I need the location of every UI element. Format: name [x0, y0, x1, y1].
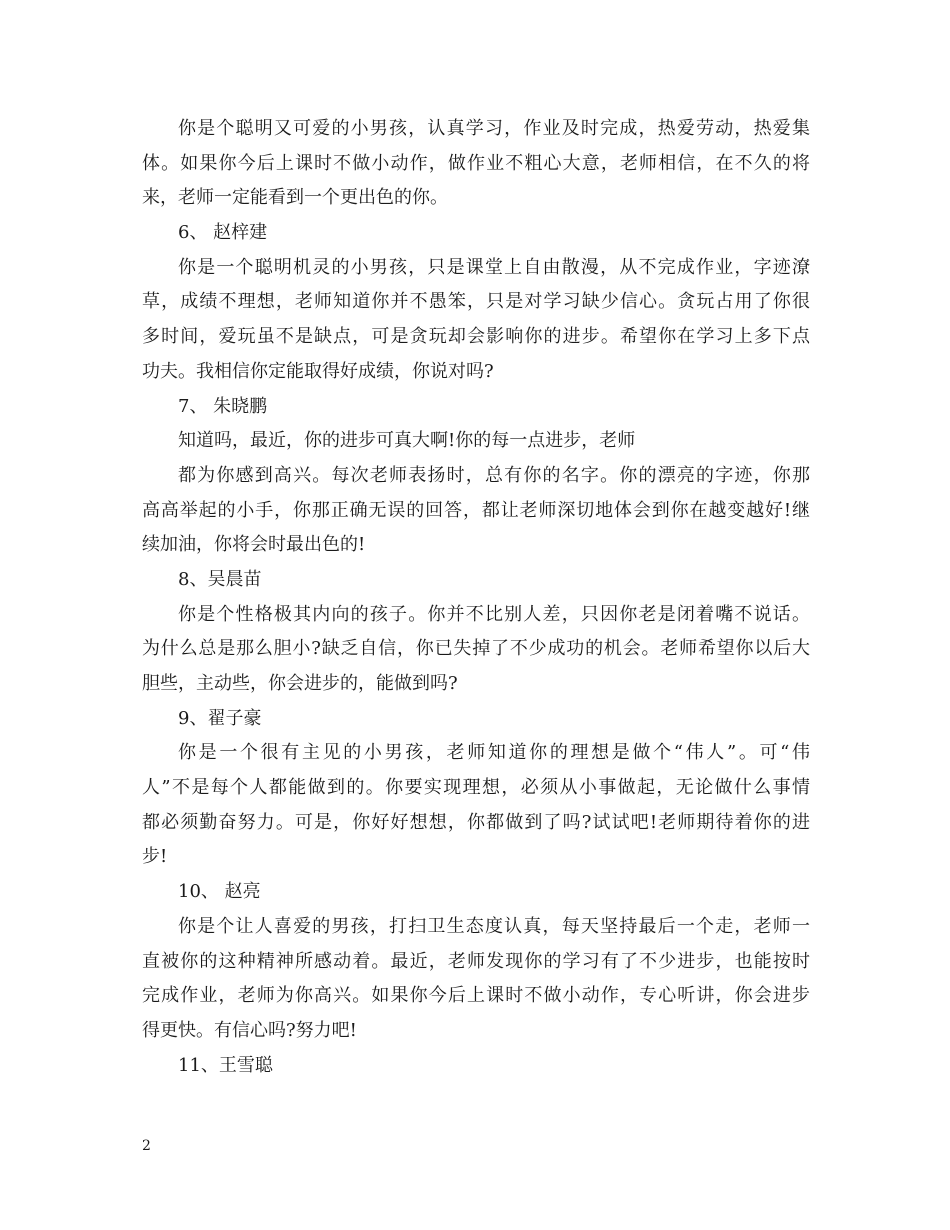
text-line: 都为你感到高兴。每次老师表扬时，总有你的名字。你的漂亮的字迹，你那 — [178, 464, 810, 486]
text-line: 完成作业，老师为你高兴。如果你今后上课时不做小动作，专心听讲，你会进步 — [142, 985, 810, 1007]
text-line: 来，老师一定能看到一个更出色的你。 — [142, 187, 448, 209]
text-line: 体。如果你今后上课时不做小动作，做作业不粗心大意，老师相信，在不久的将 — [142, 152, 810, 174]
text-line: 10、 赵亮 — [178, 881, 261, 903]
text-line: 高高举起的小手，你那正确无误的回答，都让老师深切地体会到你在越变越好!继 — [142, 499, 810, 521]
text-line: 9、翟子豪 — [178, 707, 262, 729]
text-line: 你是一个很有主见的小男孩，老师知道你的理想是做个“伟人”。可“伟 — [178, 742, 810, 764]
text-line: 续加油，你将会时最出色的! — [142, 534, 366, 556]
text-line: 直被你的这种精神所感动着。最近，老师发现你的学习有了不少进步，也能按时 — [142, 950, 810, 972]
text-line: 都必须勤奋努力。可是，你好好想想，你都做到了吗?试试吧!老师期待着你的进 — [142, 811, 810, 833]
text-line: 草，成绩不理想，老师知道你并不愚笨，只是对学习缺少信心。贪玩占用了你很 — [142, 291, 810, 313]
text-line: 8、吴晨苗 — [178, 568, 262, 590]
text-line: 多时间，爱玩虽不是缺点，可是贪玩却会影响你的进步。希望你在学习上多下点 — [142, 326, 810, 348]
document-body — [142, 114, 810, 1085]
text-line: 7、 朱晓鹏 — [178, 395, 268, 417]
text-line: 得更快。有信心吗?努力吧! — [142, 1019, 357, 1041]
page-number: 2 — [142, 1138, 151, 1154]
text-line: 胆些，主动些，你会进步的，能做到吗? — [142, 673, 458, 694]
text-line: 你是个性格极其内向的孩子。你并不比别人差，只因你老是闭着嘴不说话。 — [178, 603, 810, 625]
text-line: 11、王雪聪 — [178, 1054, 273, 1076]
text-line: 人”不是每个人都能做到的。你要实现理想，必须从小事做起，无论做什么事情 — [142, 777, 810, 799]
text-line: 功夫。我相信你定能取得好成绩，你说对吗? — [142, 360, 494, 382]
text-line: 你是个聪明又可爱的小男孩，认真学习，作业及时完成，热爱劳动，热爱集 — [178, 118, 810, 139]
text-line: 你是个让人喜爱的男孩，打扫卫生态度认真，每天坚持最后一个走，老师一 — [178, 915, 810, 937]
text-line: 为什么总是那么胆小?缺乏自信，你已失掉了不少成功的机会。老师希望你以后大 — [142, 638, 810, 660]
text-line: 知道吗，最近，你的进步可真大啊!你的每一点进步，老师 — [178, 430, 636, 452]
text-line: 你是一个聪明机灵的小男孩，只是课堂上自由散漫，从不完成作业，字迹潦 — [178, 256, 810, 278]
text-line: 步! — [142, 846, 168, 868]
text-line: 6、 赵梓建 — [178, 222, 268, 244]
